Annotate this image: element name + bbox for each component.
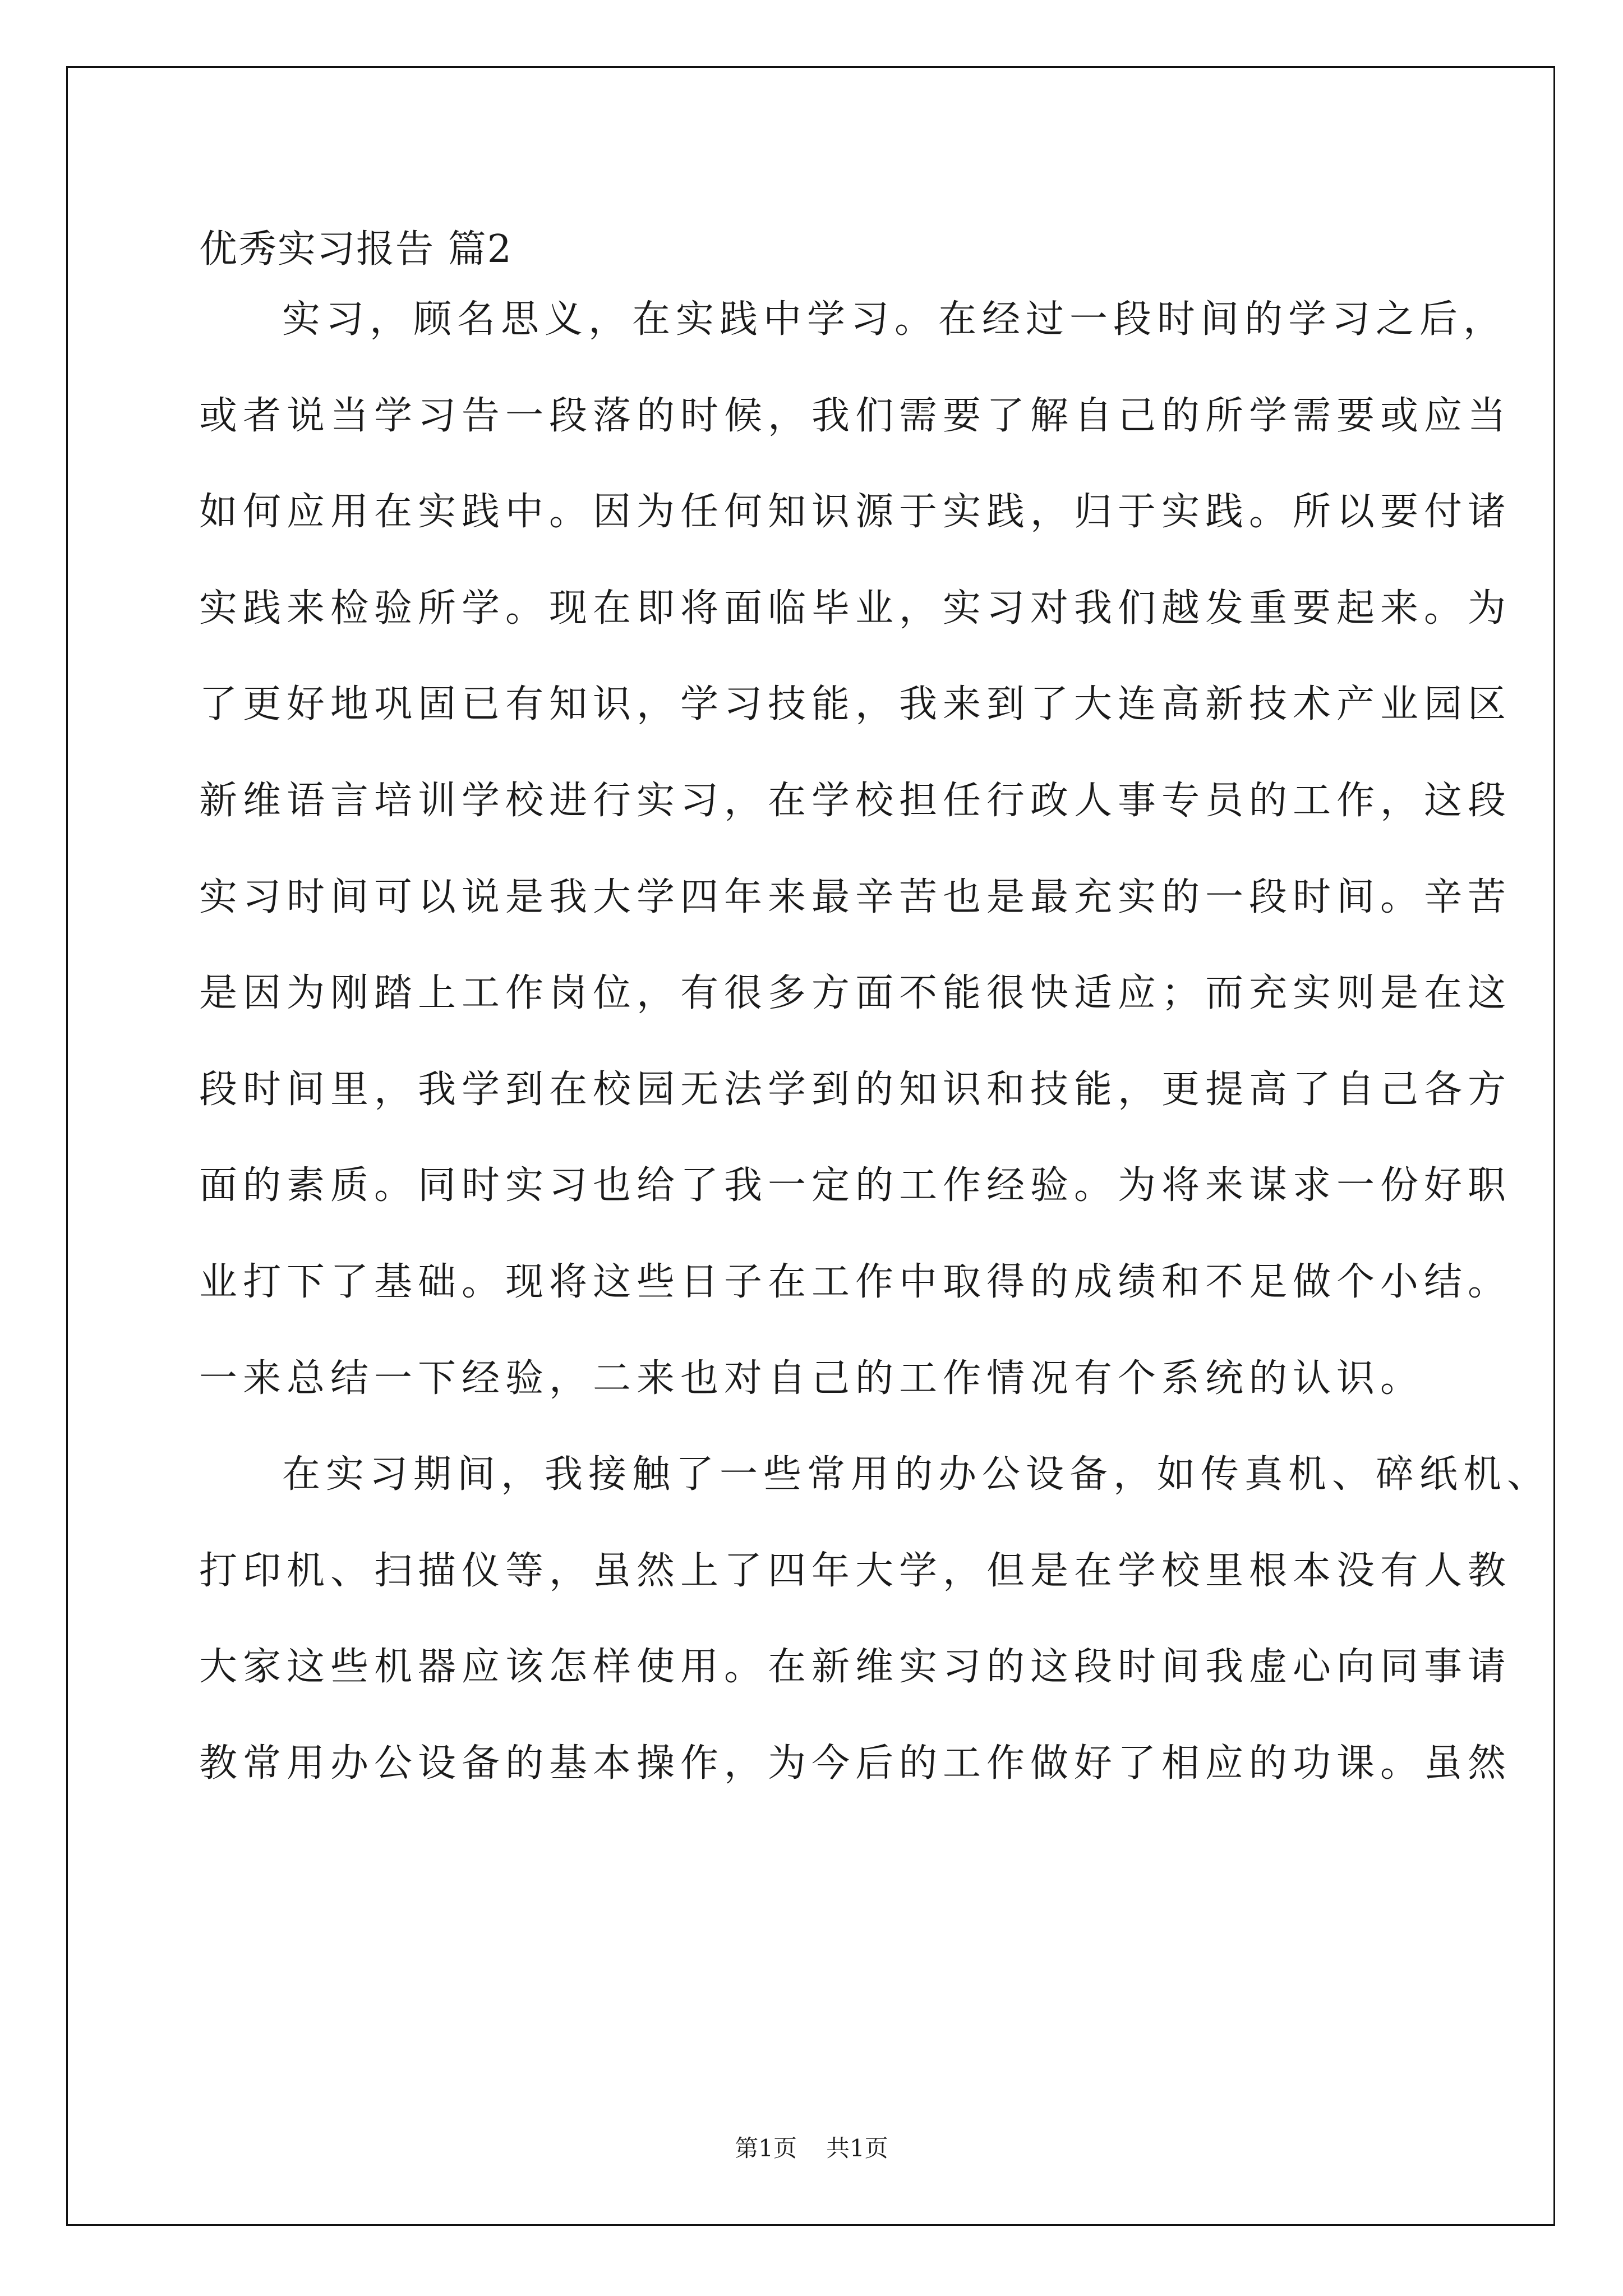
body-line: 在实习期间，我接触了一些常用的办公设备，如传真机、碎纸机、 [282, 1452, 1551, 1497]
body-line: 实习时间可以说是我大学四年来最辛苦也是最充实的一段时间。辛苦 [199, 875, 1512, 919]
page-total: 共1页 [826, 2134, 888, 2162]
body-line: 新维语言培训学校进行实习，在学校担任行政人事专员的工作，这段 [199, 778, 1512, 823]
body-line: 段时间里，我学到在校园无法学到的知识和技能，更提高了自己各方 [199, 1067, 1512, 1112]
body-line: 实习，顾名思义，在实践中学习。在经过一段时间的学习之后， [282, 297, 1507, 342]
body-line: 了更好地巩固已有知识，学习技能，我来到了大连高新技术产业园区 [199, 682, 1512, 727]
body-line: 业打下了基础。现将这些日子在工作中取得的成绩和不足做个小结。 [199, 1259, 1512, 1304]
body-line: 打印机、扫描仪等，虽然上了四年大学，但是在学校里根本没有人教 [199, 1548, 1512, 1593]
page-footer [0, 2132, 1623, 2165]
body-line: 教常用办公设备的基本操作，为今后的工作做好了相应的功课。虽然 [199, 1741, 1512, 1786]
body-line: 或者说当学习告一段落的时候，我们需要了解自己的所学需要或应当 [199, 393, 1512, 438]
page-number: 第1页 [735, 2134, 797, 2162]
document-body [199, 293, 1551, 1833]
document-title: 优秀实习报告 篇2 [199, 227, 513, 272]
body-line: 实践来检验所学。现在即将面临毕业，实习对我们越发重要起来。为 [199, 586, 1512, 631]
body-line: 是因为刚踏上工作岗位，有很多方面不能很快适应；而充实则是在这 [199, 971, 1512, 1016]
body-line: 大家这些机器应该怎样使用。在新维实习的这段时间我虚心向同事请 [199, 1645, 1512, 1690]
body-line: 如何应用在实践中。因为任何知识源于实践，归于实践。所以要付诸 [199, 490, 1512, 535]
body-line: 面的素质。同时实习也给了我一定的工作经验。为将来谋求一份好职 [199, 1163, 1512, 1208]
body-line: 一来总结一下经验，二来也对自己的工作情况有个系统的认识。 [199, 1356, 1424, 1401]
